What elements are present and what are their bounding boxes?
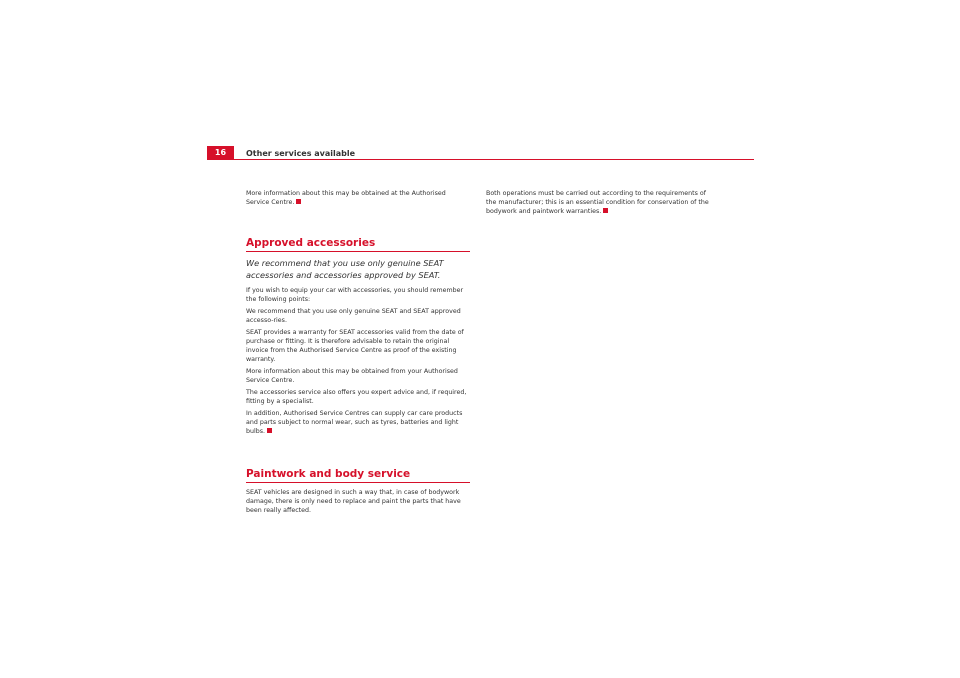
- paragraph: SEAT vehicles are designed in such a way that, in case of bodywork damage, there is only need to replace and paint the parts that have been really affected.: [246, 489, 461, 514]
- page-number-badge: 16: [207, 146, 234, 160]
- paragraph: We recommend that you use only genuine SEAT and SEAT approved accesso-ries.: [246, 308, 461, 324]
- paragraph: SEAT provides a warranty for SEAT accessories valid from the date of purchase or fitting. It is therefore advisable to retain the original invoice from the Authorised Service Centre as proof of the existing warranty.: [246, 329, 464, 363]
- paragraph: In addition, Authorised Service Centres can supply car care products and parts subject to normal wear, such as tyres, batteries and light bulbs.: [246, 410, 463, 435]
- section-heading-paintwork: Paintwork and body service: [246, 467, 470, 483]
- paragraph: More information about this may be obtained from your Authorised Service Centre.: [246, 368, 458, 384]
- intro-paragraph: More information about this may be obtained at the Authorised Service Centre.: [246, 190, 446, 206]
- left-column: [246, 189, 470, 518]
- end-of-section-icon: [603, 208, 608, 213]
- right-column: [486, 189, 712, 219]
- section-intro-approved-accessories: We recommend that you use only genuine SEAT accessories and accessories approved by SEAT.: [246, 258, 444, 280]
- header-rule: [234, 159, 754, 160]
- end-of-section-icon: [296, 199, 301, 204]
- paragraph: Both operations must be carried out according to the requirements of the manufacturer; this is an essential condition for conservation of the bodywork and paintwork warranties.: [486, 190, 709, 215]
- paragraph: If you wish to equip your car with accessories, you should remember the following points:: [246, 287, 464, 303]
- section-heading-approved-accessories: Approved accessories: [246, 236, 470, 252]
- paragraph: The accessories service also offers you expert advice and, if required, fitting by a specialist.: [246, 389, 467, 405]
- end-of-section-icon: [267, 428, 272, 433]
- chapter-title: Other services available: [246, 149, 356, 158]
